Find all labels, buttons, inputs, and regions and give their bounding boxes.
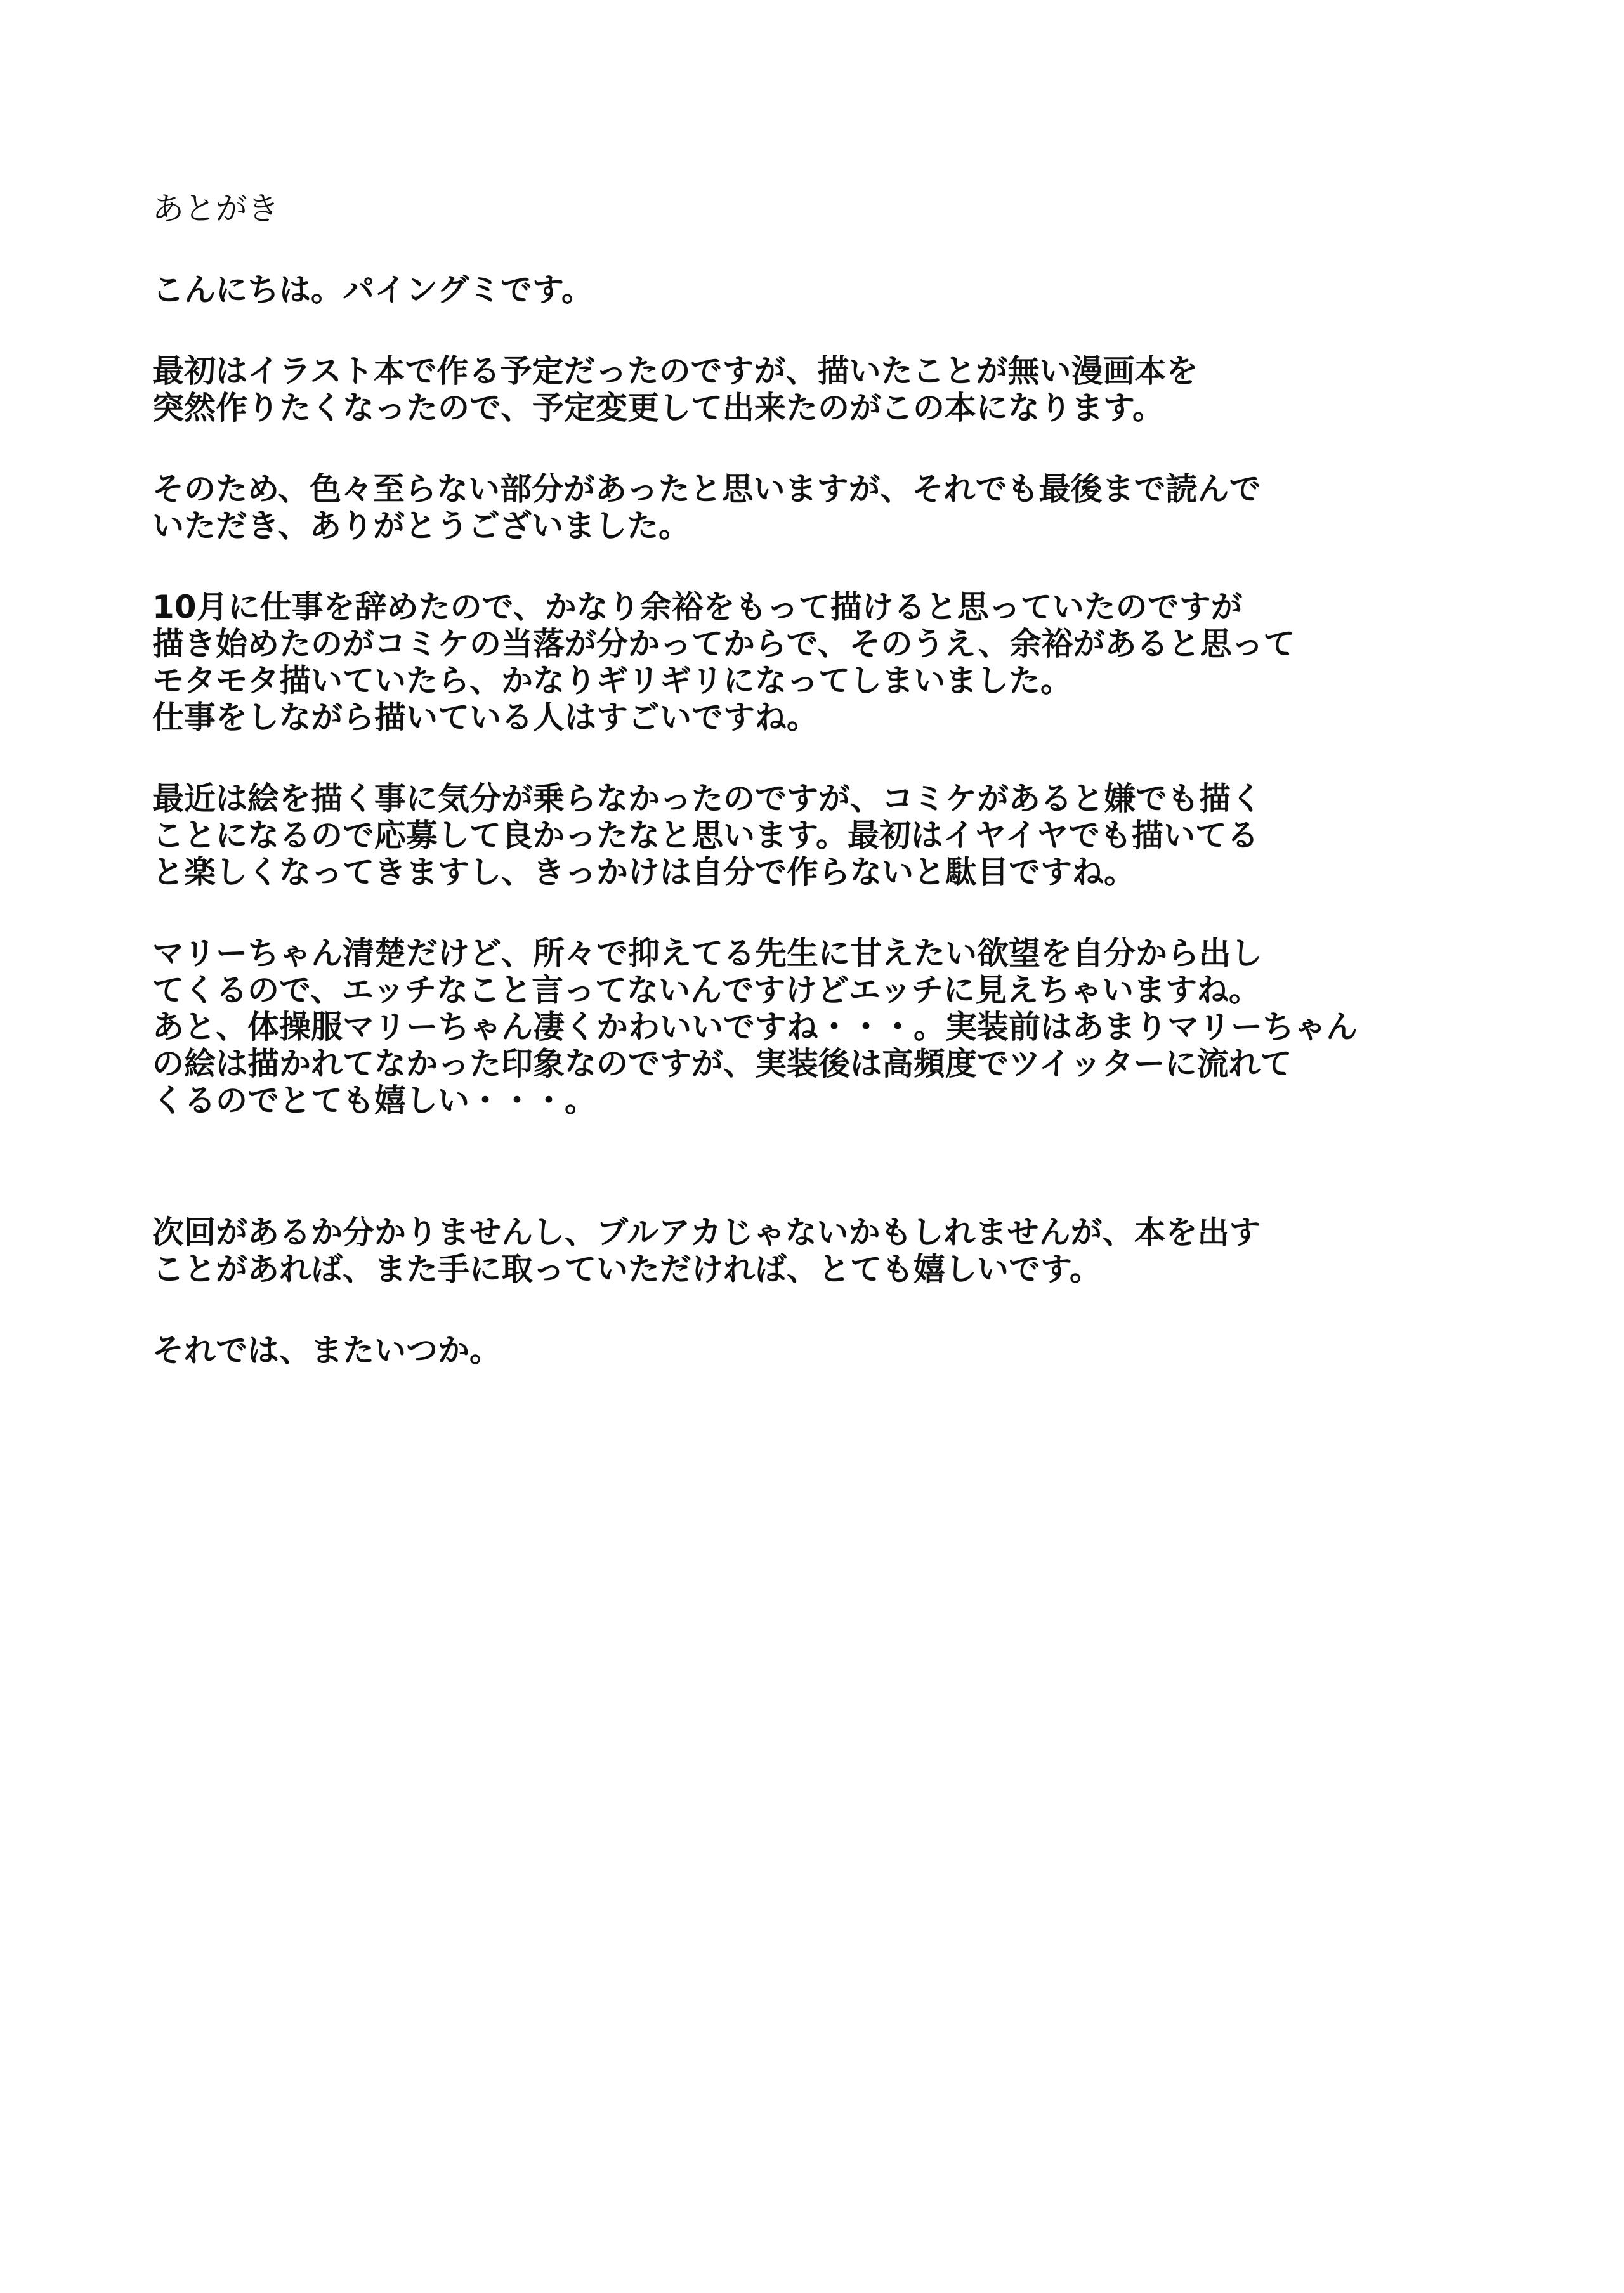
- paragraph-line: モタモタ描いていたら、かなりギリギリになってしまいました。: [152, 662, 1072, 699]
- paragraph-3: [152, 589, 1535, 736]
- paragraph-5: [152, 935, 1535, 1119]
- paragraph-line: 仕事をしながら描いている人はすごいですね。: [152, 699, 818, 736]
- paragraph-line: ことがあれば、また手に取っていただければ、とても嬉しいです。: [152, 1251, 1101, 1288]
- paragraph-line: あと、体操服マリーちゃん凄くかわいいですね・・・。実装前はあまりマリーちゃん: [152, 1009, 1358, 1045]
- paragraph-line: くるのでとても嬉しい・・・。: [152, 1082, 596, 1119]
- paragraph-line: の絵は描かれてなかった印象なのですが、実装後は高頻度でツイッターに流れて: [152, 1045, 1292, 1082]
- afterword-text: [152, 190, 1535, 1413]
- paragraph-1: [152, 353, 1535, 426]
- paragraph-line: ことになるので応募して良かったなと思います。最初はイヤイヤでも描いてる: [152, 817, 1259, 854]
- paragraph-line: 描き始めたのがコミケの当落が分かってからで、そのうえ、余裕があると思って: [152, 625, 1295, 662]
- greeting-paragraph: [152, 271, 1535, 308]
- title-line: あとがき: [152, 190, 279, 227]
- paragraph-line: てくるので、エッチなこと言ってないんですけどエッチに見えちゃいますね。: [152, 972, 1261, 1009]
- greeting-line: こんにちは。パイングミです。: [152, 271, 593, 308]
- paragraph-2: [152, 471, 1535, 544]
- paragraph-line: 突然作りたくなったので、予定変更して出来たのがこの本になります。: [152, 389, 1164, 426]
- closing-line: それでは、またいつか。: [152, 1332, 501, 1369]
- paragraph-6: [152, 1214, 1535, 1288]
- paragraph-line: 最近は絵を描く事に気分が乗らなかったのですが、コミケがあると嫌でも描く: [152, 780, 1262, 817]
- afterword-title: [152, 190, 1535, 227]
- paragraph-line: マリーちゃん清楚だけど、所々で抑えてる先生に甘えたい欲望を自分から出し: [152, 935, 1262, 972]
- paragraph-line: そのため、色々至らない部分があったと思いますが、それでも最後まで読んで: [152, 471, 1261, 507]
- closing-paragraph: [152, 1332, 1535, 1369]
- paragraph-line: と楽しくなってきますし、きっかけは自分で作らないと駄目ですね。: [152, 854, 1136, 891]
- paragraph-4: [152, 780, 1535, 891]
- paragraph-line: 最初はイラスト本で作る予定だったのですが、描いたことが無い漫画本を: [152, 353, 1198, 389]
- paragraph-line: 次回があるか分かりませんし、ブルアカじゃないかもしれませんが、本を出す: [152, 1214, 1261, 1251]
- paragraph-line: いただき、ありがとうございました。: [152, 507, 690, 544]
- paragraph-line: 10月に仕事を辞めたので、かなり余裕をもって描けると思っていたのですが: [152, 589, 1243, 625]
